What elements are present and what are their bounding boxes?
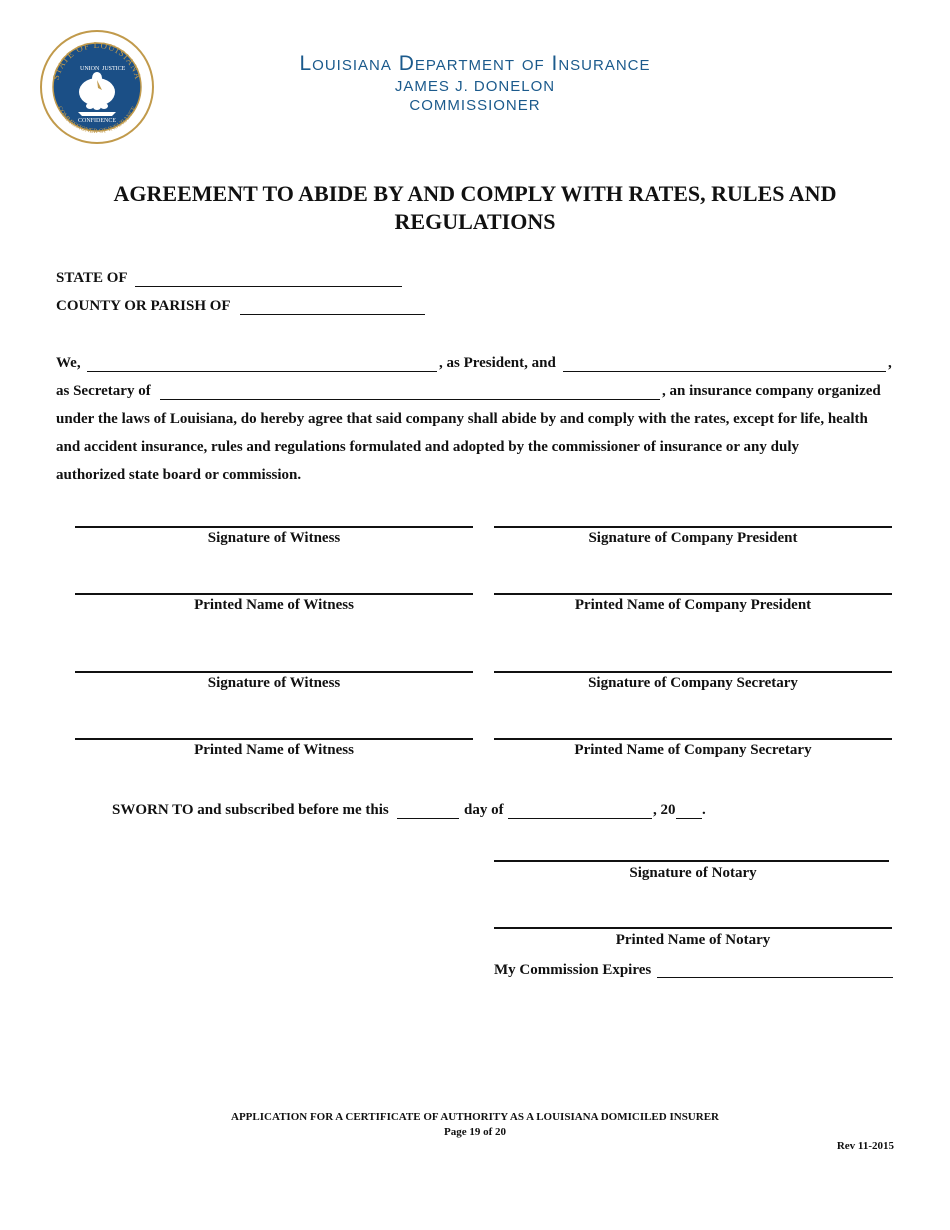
period-text: . (702, 802, 706, 818)
title-line-2: REGULATIONS (394, 209, 556, 234)
commission-expires-field[interactable] (657, 977, 893, 978)
seal-justice-text: JUSTICE (102, 66, 126, 72)
seal-confidence-text: CONFIDENCE (77, 118, 117, 124)
document-title (60, 180, 890, 236)
day-of-text: day of (464, 802, 504, 818)
sworn-text: SWORN TO and subscribed before me this (112, 802, 389, 818)
footer-application-title: APPLICATION FOR A CERTIFICATE OF AUTHORITY AS A LOUISIANA DOMICILED INSURER (231, 1111, 719, 1123)
county-field[interactable] (240, 314, 425, 315)
commissioner-title: COMMISSIONER (409, 97, 541, 114)
president-signature-label: Signature of Company President (588, 530, 798, 546)
witness-signature-line-2[interactable] (75, 671, 473, 673)
state-seal-logo (40, 30, 155, 145)
witness-print-line-2[interactable] (75, 738, 473, 740)
seal-top-text: STATE OF LOUISIANA (50, 39, 144, 82)
commission-expires-label: My Commission Expires (494, 962, 652, 978)
state-label: STATE OF (56, 270, 128, 286)
department-name: Louisiana Department of Insurance (299, 52, 651, 75)
as-president-text: , as President, and (439, 355, 556, 371)
notary-print-label: Printed Name of Notary (615, 932, 771, 948)
sworn-month-field[interactable] (508, 818, 652, 819)
body-line-5: authorized state board or commission. (56, 467, 302, 483)
notary-signature-label: Signature of Notary (629, 865, 757, 881)
commissioner-name: JAMES J. DONELON (394, 78, 556, 95)
title-line-1: AGREEMENT TO ABIDE BY AND COMPLY WITH RATES, RULES AND (113, 181, 837, 206)
seal-union-text: UNION (80, 66, 100, 72)
county-label: COUNTY OR PARISH OF (56, 298, 231, 314)
witness-signature-label-1: Signature of Witness (207, 530, 341, 546)
witness-print-label-1: Printed Name of Witness (194, 597, 354, 613)
notary-print-line[interactable] (494, 927, 892, 929)
witness-signature-label-2: Signature of Witness (207, 675, 341, 691)
secretary-print-label: Printed Name of Company Secretary (574, 742, 812, 758)
organized-text: , an insurance company organized (662, 383, 881, 399)
president-print-line[interactable] (494, 593, 892, 595)
footer-page-number: Page 19 of 20 (443, 1126, 506, 1138)
secretary-signature-line[interactable] (494, 671, 892, 673)
sworn-day-field[interactable] (397, 818, 459, 819)
state-field[interactable] (135, 286, 402, 287)
year-prefix-text: , 20 (653, 802, 676, 818)
body-line-4: and accident insurance, rules and regulations formulated and adopted by the commissioner of insurance or any duly (56, 439, 799, 455)
president-signature-line[interactable] (494, 526, 892, 528)
footer-revision: Rev 11-2015 (836, 1140, 894, 1152)
sworn-year-field[interactable] (676, 818, 702, 819)
secretary-signature-label: Signature of Company Secretary (588, 675, 798, 691)
secretary-name-field[interactable] (563, 371, 886, 372)
notary-signature-line[interactable] (494, 860, 889, 862)
witness-signature-line-1[interactable] (75, 526, 473, 528)
we-text: We, (56, 355, 81, 371)
secretary-print-line[interactable] (494, 738, 892, 740)
seal-bottom-text: COMMISSIONER OF INSURANCE (55, 105, 139, 136)
comma-text: , (888, 355, 892, 371)
witness-print-label-2: Printed Name of Witness (194, 742, 354, 758)
president-name-field[interactable] (87, 371, 437, 372)
company-name-field[interactable] (160, 399, 660, 400)
president-print-label: Printed Name of Company President (574, 597, 812, 613)
body-line-3: under the laws of Louisiana, do hereby agree that said company shall abide by and comply with the rates, except for life, health (56, 411, 868, 427)
as-secretary-text: as Secretary of (56, 383, 151, 399)
witness-print-line-1[interactable] (75, 593, 473, 595)
